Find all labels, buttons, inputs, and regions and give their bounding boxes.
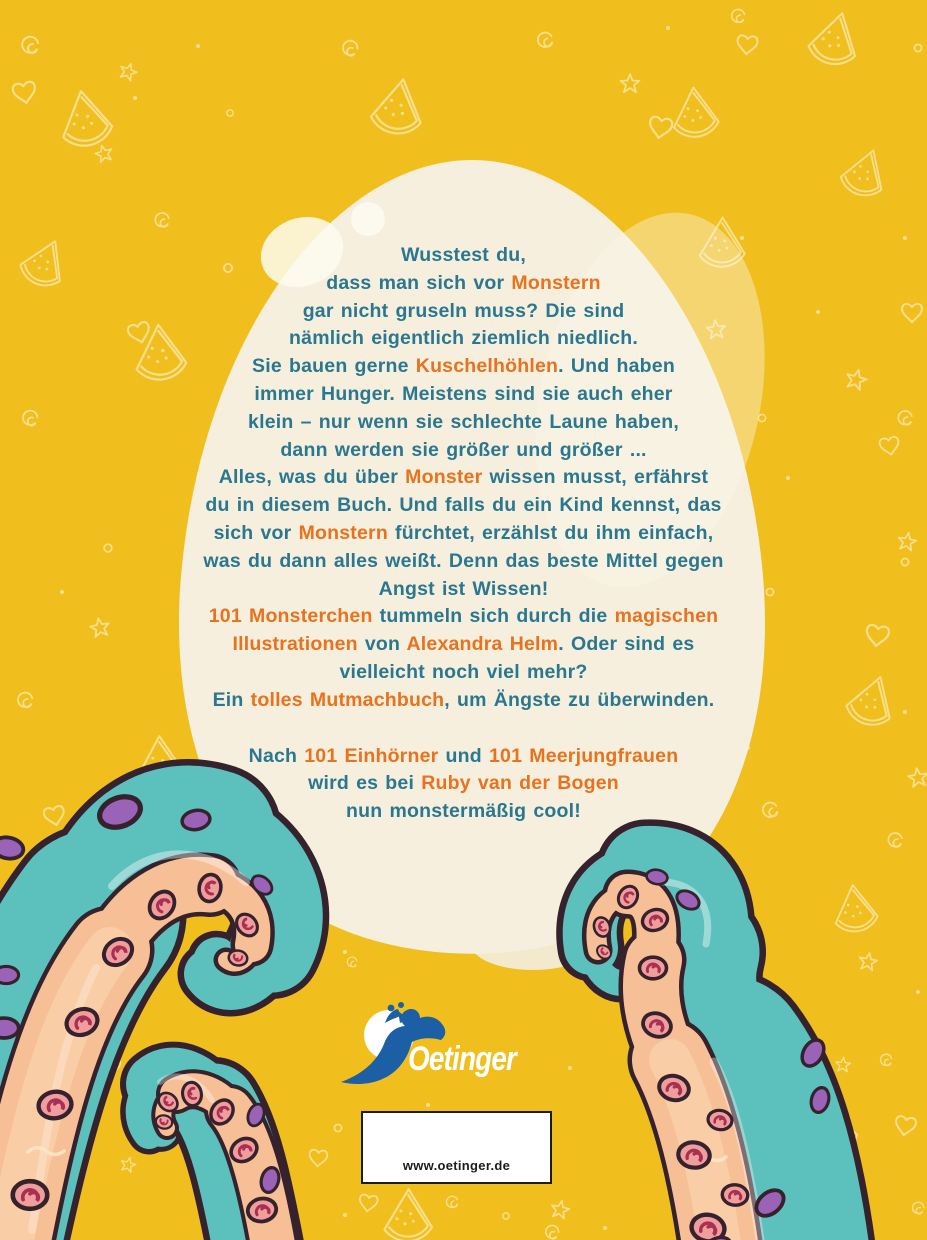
dot-doodle-icon xyxy=(740,236,744,240)
text-segment: dann werden sie größer und größer ... xyxy=(280,438,647,461)
dot-doodle-icon xyxy=(568,1066,572,1070)
ring-doodle-icon xyxy=(901,558,908,565)
tentacle-sucker xyxy=(640,957,667,979)
text-segment: Wusstest du, xyxy=(401,244,526,266)
swirl-doodle-icon xyxy=(881,1054,892,1065)
blurb-main-paragraph xyxy=(144,242,784,715)
heart-doodle-icon xyxy=(309,1149,328,1167)
text-segment: Illustrationen xyxy=(232,633,358,656)
dot-doodle-icon xyxy=(196,44,200,48)
text-segment: von xyxy=(357,633,407,656)
text-segment: 101 Meerjungfrauen xyxy=(489,744,679,767)
tentacle-sucker xyxy=(13,1181,48,1209)
dot-doodle-icon xyxy=(816,310,820,314)
text-segment: gar nicht gruseln muss? Die sind xyxy=(302,299,625,322)
dot-doodle-icon xyxy=(786,476,790,480)
barcode-box xyxy=(361,1111,552,1184)
blurb-line xyxy=(144,325,784,353)
watermelon-doodle-icon xyxy=(668,84,721,140)
star-doodle-icon xyxy=(858,951,879,971)
heart-doodle-icon xyxy=(894,1115,917,1136)
swirl-doodle-icon xyxy=(22,37,38,53)
dot-doodle-icon xyxy=(916,990,920,994)
heart-doodle-icon xyxy=(43,805,66,827)
star-doodle-icon xyxy=(94,143,114,163)
watermelon-doodle-icon xyxy=(806,8,862,67)
dot-doodle-icon xyxy=(426,1103,430,1107)
ring-doodle-icon xyxy=(503,1213,509,1219)
blurb-line xyxy=(144,687,784,715)
swirl-doodle-icon xyxy=(536,31,554,49)
text-segment: sich vor xyxy=(213,521,299,544)
watermelon-doodle-icon xyxy=(838,144,891,200)
blurb-line xyxy=(144,437,784,465)
tentacle-spot xyxy=(0,966,19,983)
tentacle-spot xyxy=(0,835,25,861)
star-doodle-icon xyxy=(118,61,139,82)
text-segment: Nach xyxy=(248,744,305,767)
star-doodle-icon xyxy=(119,1156,137,1173)
text-segment: , um Ängste zu überwinden. xyxy=(444,688,715,711)
blurb-line xyxy=(144,603,784,631)
text-segment: dass man sich vor xyxy=(326,271,512,294)
heart-doodle-icon xyxy=(12,81,37,105)
text-segment: klein – nur wenn sie schlechte Laune haben, xyxy=(248,410,679,433)
text-segment: 101 Monsterchen xyxy=(208,605,373,628)
text-segment: Kuschelhöhlen xyxy=(415,355,559,378)
text-segment: wird es bei xyxy=(308,772,422,795)
text-segment: tummeln sich durch die xyxy=(372,605,615,628)
text-segment: Alles, was du über xyxy=(218,466,406,489)
tentacle-bottom-right xyxy=(590,868,832,1240)
watermelon-doodle-icon xyxy=(16,233,72,291)
text-segment: du in diesem Buch. Und falls du ein Kind kennst, das xyxy=(205,494,722,517)
tentacle-sucker xyxy=(721,1184,748,1207)
watermelon-doodle-icon xyxy=(843,671,899,729)
back-cover-blurb xyxy=(144,242,784,826)
swirl-doodle-icon xyxy=(446,1195,459,1208)
ring-doodle-icon xyxy=(104,544,112,552)
heart-doodle-icon xyxy=(879,436,901,456)
swirl-doodle-icon xyxy=(155,213,168,227)
text-segment: fürchtet, erzählst du ihm einfach, xyxy=(387,521,714,544)
ring-doodle-icon xyxy=(914,44,921,51)
text-segment: Angst ist Wissen! xyxy=(378,577,549,600)
blurb-line xyxy=(144,270,784,298)
swirl-doodle-icon xyxy=(341,39,359,58)
blurb-line xyxy=(144,743,784,771)
swirl-doodle-icon xyxy=(347,957,356,967)
blurb-line xyxy=(144,409,784,437)
text-segment: Monstern xyxy=(511,271,601,294)
blurb-line xyxy=(144,464,784,492)
swirl-doodle-icon xyxy=(898,411,911,425)
heart-doodle-icon xyxy=(358,1194,378,1213)
blurb-line xyxy=(144,353,784,381)
text-segment: nämlich eigentlich ziemlich niedlich. xyxy=(289,327,638,350)
text-segment: Ein xyxy=(212,688,251,711)
text-segment: Alexandra Helm xyxy=(406,633,559,656)
star-doodle-icon xyxy=(907,767,927,787)
text-segment: und xyxy=(438,744,489,767)
blurb-line xyxy=(144,770,784,798)
star-doodle-icon xyxy=(897,531,918,551)
watermelon-doodle-icon xyxy=(381,1187,433,1240)
dot-doodle-icon xyxy=(133,96,137,100)
text-segment: . Oder sind es xyxy=(558,633,695,656)
text-segment: Monstern xyxy=(298,521,388,544)
tentacle-bottom-middle xyxy=(142,1076,282,1240)
dot-doodle-icon xyxy=(60,590,64,594)
text-segment: Monster xyxy=(405,466,483,489)
watermelon-doodle-icon xyxy=(829,881,880,935)
blurb-line xyxy=(144,520,784,548)
star-doodle-icon xyxy=(844,367,868,391)
tentacle-spot xyxy=(0,1018,19,1038)
blurb-line xyxy=(144,548,784,576)
star-doodle-icon xyxy=(89,617,111,638)
star-doodle-icon xyxy=(550,1199,571,1219)
blurb-line xyxy=(144,659,784,687)
dot-doodle-icon xyxy=(603,1226,607,1230)
text-segment: wissen musst, erfährst xyxy=(482,466,709,489)
ring-doodle-icon xyxy=(227,110,233,116)
text-segment: Ruby van der Bogen xyxy=(421,772,619,795)
dot-doodle-icon xyxy=(903,710,907,714)
text-segment: 101 Einhörner xyxy=(304,744,439,767)
dot-doodle-icon xyxy=(343,1213,347,1217)
blurb-line xyxy=(144,242,784,270)
text-segment: tolles Mutmachbuch xyxy=(250,688,445,711)
text-segment: . Und haben xyxy=(558,355,675,378)
blurb-line xyxy=(144,298,784,326)
watermelon-doodle-icon xyxy=(53,86,115,152)
text-segment: magischen xyxy=(614,605,719,628)
blurb-line xyxy=(144,798,784,826)
watermelon-doodle-icon xyxy=(370,77,425,136)
blurb-line xyxy=(144,576,784,604)
ring-doodle-icon xyxy=(334,1124,341,1131)
swirl-doodle-icon xyxy=(544,1224,560,1240)
star-doodle-icon xyxy=(835,1057,851,1072)
text-segment: immer Hunger. Meistens sind sie auch eher xyxy=(254,382,673,405)
swirl-doodle-icon xyxy=(18,693,32,708)
dot-doodle-icon xyxy=(343,950,347,954)
blurb-teaser-paragraph xyxy=(144,743,784,826)
swirl-doodle-icon xyxy=(732,9,745,22)
text-segment: nun monstermäßig cool! xyxy=(346,800,581,823)
heart-doodle-icon xyxy=(865,624,890,647)
heart-doodle-icon xyxy=(648,116,673,140)
swirl-doodle-icon xyxy=(912,1201,925,1214)
publisher-website: www.oetinger.de xyxy=(402,1158,511,1173)
blurb-line xyxy=(144,631,784,659)
text-segment: Sie bauen gerne xyxy=(252,355,416,378)
swirl-doodle-icon xyxy=(22,409,39,426)
blurb-line xyxy=(144,381,784,409)
heart-doodle-icon xyxy=(736,35,757,55)
star-doodle-icon xyxy=(621,74,640,92)
oetinger-logo-wordmark: Oetinger xyxy=(408,1040,517,1078)
blurb-line xyxy=(144,492,784,520)
dot-doodle-icon xyxy=(666,26,670,30)
heart-doodle-icon xyxy=(902,304,922,322)
text-segment: vielleicht noch viel mehr? xyxy=(339,660,588,683)
dot-doodle-icon xyxy=(903,236,907,240)
text-segment: was du dann alles weißt. Denn das beste Mittel gegen xyxy=(203,549,724,572)
swirl-doodle-icon xyxy=(888,833,901,847)
